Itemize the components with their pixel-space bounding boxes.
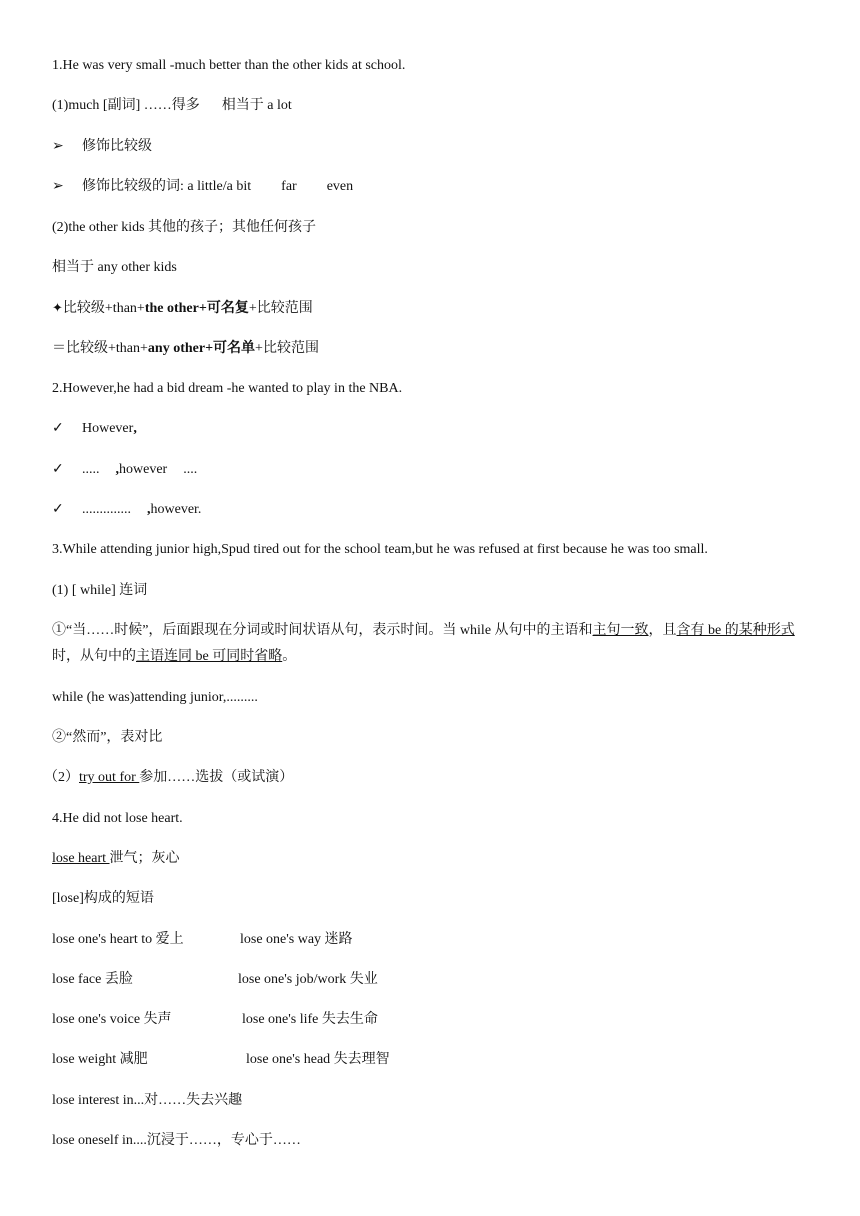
check-icon: ✓ [52, 421, 64, 436]
formula-1 [52, 299, 313, 318]
any-other-equivalent: 相当于 any other kids [52, 260, 177, 275]
sentence-3: 3.While attending junior high,Spud tired out for the school team,but he was refused at first because he was too small. [52, 542, 708, 557]
formula-1-b: the other+可名复 [144, 301, 249, 316]
check-3-however: however. [150, 502, 202, 517]
while-p1-u2: 含有 be 的某种形式 [676, 623, 795, 638]
lose-oneself: lose oneself in....沉浸于……，专心于…… [52, 1133, 301, 1148]
formula-1-c: +比较范围 [248, 301, 313, 316]
while-meaning-1 [52, 618, 810, 670]
arrow-bullet-icon: ➢ [52, 179, 64, 194]
phrase-left: lose one's voice 失声 [52, 1012, 172, 1027]
lose-heart-meaning: 泄气；灰心 [109, 851, 180, 866]
much-note [52, 97, 292, 115]
lose-heading: [lose]构成的短语 [52, 891, 154, 906]
while-heading: (1) [ while] 连词 [52, 583, 148, 598]
while-p1-d: 。 [282, 649, 297, 664]
formula-2-a: ＝比较级+than+ [52, 341, 148, 356]
formula-2-b: any other+可名单 [147, 341, 256, 356]
check-2-however: however [119, 462, 168, 477]
much-equivalent: 相当于 a lot [221, 98, 292, 113]
while-p1-a: ①“当……时候”，后面跟现在分词或时间状语从句，表示时间。当 while 从句中的主语和 [52, 623, 593, 638]
formula-1-a: 比较级+than+ [62, 301, 145, 316]
check-2-comma: , [115, 462, 119, 477]
check-3-comma: , [147, 502, 151, 517]
phrase-row [52, 1011, 378, 1029]
check-icon: ✓ [52, 462, 64, 477]
while-p1-u1: 主句一致 [592, 623, 649, 638]
lose-interest: lose interest in...对……失去兴趣 [52, 1093, 243, 1108]
check-icon: ✓ [52, 502, 64, 517]
check-2-dots: ..... [82, 462, 100, 477]
lose-heart [52, 850, 180, 868]
much-note-text: (1)much [副词] ……得多 [52, 98, 200, 113]
phrase-left: lose weight 减肥 [52, 1052, 148, 1067]
bullet-2-text: 修饰比较级的词: a little/a bit [82, 179, 252, 194]
phrase-right: lose one's head 失去理智 [246, 1052, 390, 1067]
arrow-bullet-icon: ➢ [52, 139, 64, 154]
while-example: while (he was)attending junior,......... [52, 690, 258, 705]
phrase-row [52, 1051, 390, 1069]
check-3 [52, 501, 201, 519]
check-2 [52, 461, 197, 479]
phrase-left: lose face 丢脸 [52, 972, 133, 987]
sentence-2: 2.However,he had a bid dream -he wanted to play in the NBA. [52, 381, 403, 396]
bullet-1 [52, 138, 152, 156]
phrase-right: lose one's life 失去生命 [242, 1012, 378, 1027]
while-p1-u3: 主语连同 be 可同时省略 [136, 649, 283, 664]
phrase-right: lose one's way 迷路 [240, 932, 353, 947]
check-1 [52, 420, 137, 438]
bullet-2 [52, 178, 353, 196]
while-meaning-2: ②“然而”，表对比 [52, 730, 163, 745]
phrase-right: lose one's job/work 失业 [238, 972, 378, 987]
while-p1-c: 时，从句中的 [52, 649, 136, 664]
check-2-tail: .... [183, 462, 198, 477]
try-phrase: try out for [79, 770, 140, 785]
bullet-2-far: far [281, 179, 297, 194]
formula-2 [52, 340, 319, 358]
phrase-left: lose one's heart to 爱上 [52, 932, 184, 947]
try-out-for [44, 769, 293, 787]
bullet-1-text: 修饰比较级 [82, 139, 152, 154]
try-meaning: 参加……选拔（或试演） [139, 770, 294, 785]
sentence-1: 1.He was very small -much better than the other kids at school. [52, 58, 406, 73]
sparkle-icon: ✦ [52, 300, 63, 315]
formula-2-c: +比较范围 [255, 341, 319, 356]
check-3-dots: .............. [82, 502, 131, 517]
while-p1-b: ，且 [648, 623, 677, 638]
bullet-2-even: even [326, 179, 354, 194]
phrase-row [52, 971, 378, 989]
try-num: （2） [44, 770, 79, 785]
check-1-text: However [82, 421, 134, 436]
lose-heart-phrase: lose heart [52, 851, 110, 866]
check-1-comma: , [133, 421, 137, 436]
sentence-4: 4.He did not lose heart. [52, 811, 183, 826]
other-kids-note: (2)the other kids 其他的孩子；其他任何孩子 [52, 220, 317, 235]
phrase-row [52, 931, 353, 949]
